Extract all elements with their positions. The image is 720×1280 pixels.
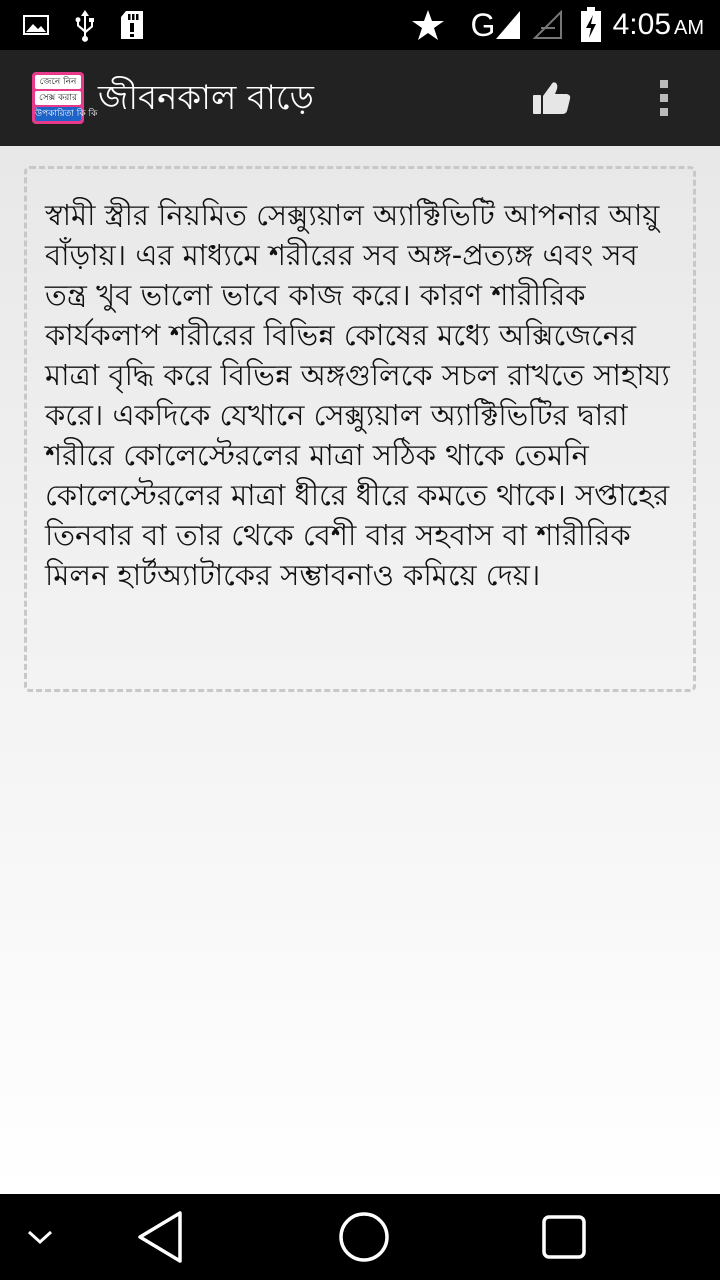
app-icon[interactable] [32, 72, 98, 124]
article-card [24, 166, 696, 692]
network-g-icon: G [468, 8, 524, 42]
home-button[interactable] [334, 1202, 394, 1272]
battery-charging-icon [578, 8, 604, 42]
article-text: স্বামী স্ত্রীর নিয়মিত সেক্স্যুয়াল অ্যাক্টিভিটি আপনার আয়ু বাঁড়ায়। এর মাধ্যমে শরীরের সব অঙ্গ-প্রত্যঙ্গ এবং সব তন্ত্র খুব ভালো ভাবে কাজ করে। কারণ শারীরিক কার্যকলাপ শরীরের বিভিন্ন কোষের মধ্যে অক্সিজেনের মাত্রা বৃদ্ধি করে বিভিন্ন অঙ্গগুলিকে সচল রাখতে সাহায্য করে। একদিকে যেখানে সেক্স্যুয়াল অ্যাক্টিভিটির দ্বারা শরীরে কোলেস্টেরলের মাত্রা সঠিক থাকে তেমনি কোলেস্টেরলের মাত্রা ধীরে ধীরে কমতে থাকে। সপ্তাহের তিনবার বা তার থেকে বেশী বার সহবাস বা শারীরিক মিলন হার্টঅ্যাটাকের সম্ভাবনাও কমিয়ে দেয়। [45, 198, 670, 592]
overflow-menu-button[interactable] [640, 72, 688, 124]
content-area[interactable] [0, 146, 720, 1194]
back-button[interactable] [130, 1202, 190, 1272]
status-time [613, 6, 704, 47]
home-icon [337, 1210, 391, 1264]
thumbs-up-icon [532, 80, 572, 116]
hide-keyboard-button[interactable] [18, 1202, 62, 1272]
app-icon-line: সেক্স করার [35, 91, 81, 105]
clock-ampm: AM [674, 17, 704, 39]
image-icon [22, 8, 50, 42]
app-icon-line: উপকারিতা কি কি [35, 109, 98, 119]
action-bar [0, 50, 720, 146]
app-icon-line: জেনে নিন [35, 75, 81, 89]
signal-empty-icon [532, 8, 564, 42]
clock-time: 4:05 [612, 8, 671, 41]
like-button[interactable] [524, 72, 580, 124]
overflow-menu-icon [658, 78, 670, 118]
navigation-bar [0, 1194, 720, 1280]
signal-icon [495, 10, 521, 40]
recents-icon [540, 1213, 588, 1261]
recents-button[interactable] [534, 1202, 594, 1272]
back-icon [136, 1210, 184, 1264]
usb-icon [72, 8, 98, 42]
star-icon [410, 8, 446, 42]
hide-keyboard-icon [26, 1228, 54, 1246]
page-title: জীবনকাল বাড়ে [98, 78, 314, 118]
status-bar [0, 0, 720, 50]
sd-card-icon [118, 8, 146, 42]
